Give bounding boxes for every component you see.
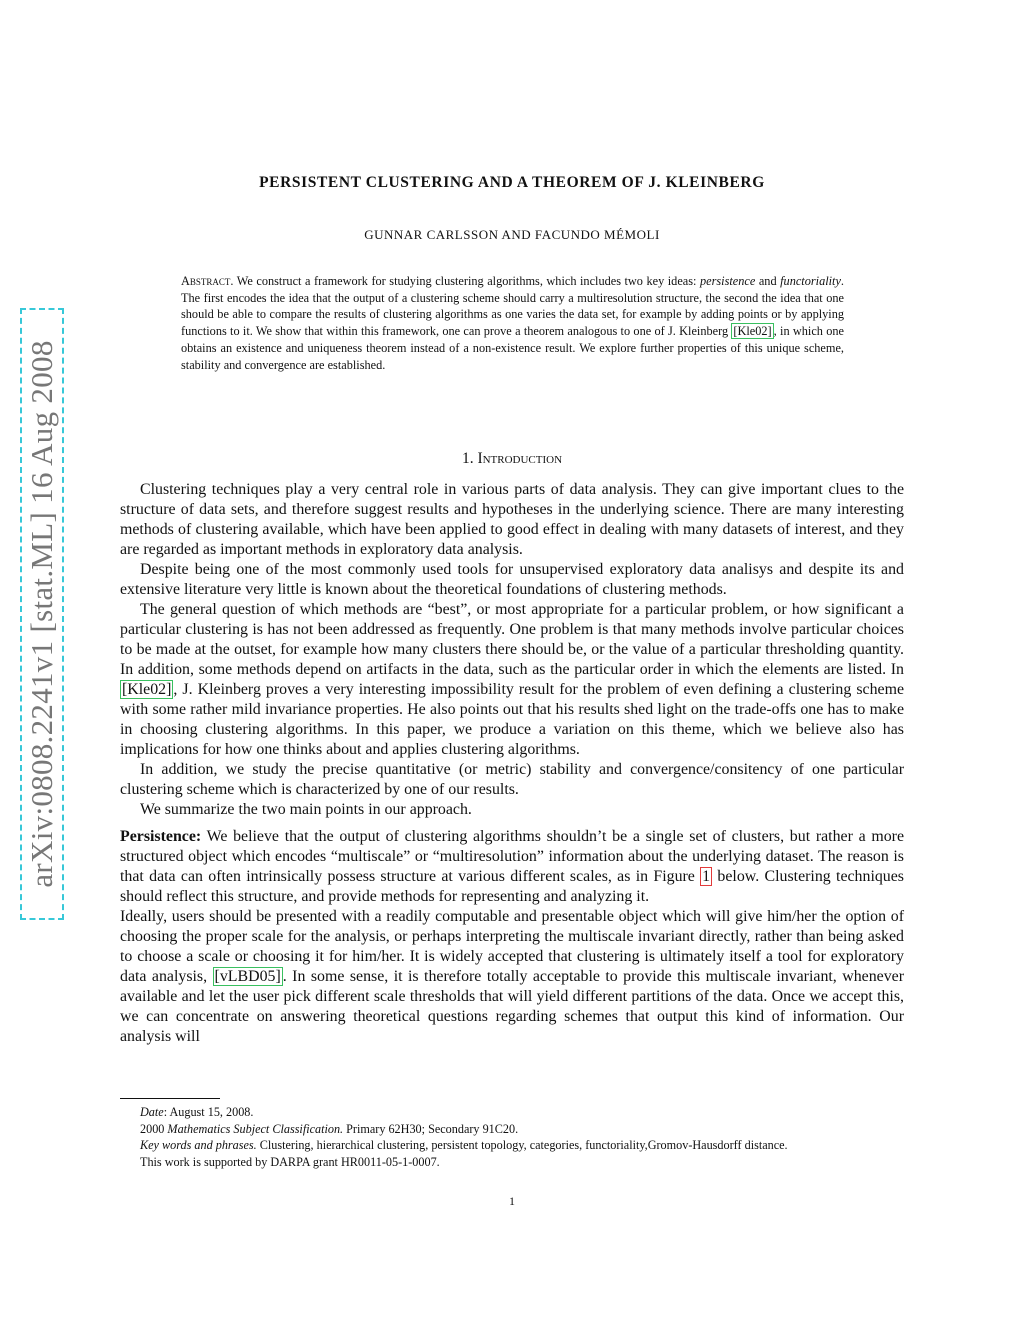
paragraph-text: The general question of which methods are “best”, or most appropriate for a particular problem, or how significant a particular clustering is has not been addressed as frequently. One problem is that many methods involve particular choices to be made at the outset, for example how many clusters there should be, or the value of a particular thresholding quantity. In addition, some methods depend on artifacts in the data, such as the particular order in which the elements are listed. In	[120, 601, 904, 678]
paragraph-text: . In some sense, it is therefore totally acceptable to provide this multiscale invariant, whenever available and let the user pick different scale thresholds that will yield different partitions of the data. Once we accept this, we can concentrate on answering theoretical questions regarding schemes that output this kind of information. Our analysis will	[120, 968, 904, 1045]
footnote-msc	[120, 1121, 904, 1138]
abstract-keyword-functoriality: functoriality	[780, 274, 841, 288]
abstract-text: , in which one obtains an existence and uniqueness theorem instead of a non-existence result. We explore further properties of this unique scheme, stability and convergence are established.	[181, 324, 844, 372]
footnote-keywords-label: Key words and phrases.	[140, 1138, 257, 1152]
citation-link-kle02[interactable]: [Kle02]	[122, 681, 172, 698]
arxiv-identifier-stamp[interactable]	[20, 308, 64, 920]
citation-link-vlbd05[interactable]: [vLBD05]	[214, 968, 281, 985]
section-heading	[120, 450, 904, 468]
abstract-label: Abstract.	[181, 274, 234, 288]
section-title: Introduction	[477, 450, 563, 467]
footnote-support: This work is supported by DARPA grant HR0011-05-1-0007.	[140, 1154, 440, 1169]
footnotes	[120, 1104, 904, 1170]
paper-authors: GUNNAR CARLSSON AND FACUNDO MÉMOLI	[364, 227, 660, 242]
abstract	[181, 273, 844, 373]
paragraph-text: Ideally, users should be presented with a readily computable and presentable object which will give him/her the option of choosing the proper scale for the analysis, or perhaps interpreting the multiscale invariant directly, rather than being asked to choose a scale or choosing it for him/her. It is widely accepted that clustering is ultimately itself a tool for exploratory data analysis,	[120, 908, 904, 985]
footnote-date-label: Date	[140, 1105, 164, 1119]
footnote-date-value: : August 15, 2008.	[163, 1105, 254, 1119]
persistence-label: Persistence:	[120, 828, 202, 845]
footnote-msc-label: Mathematics Subject Classification.	[167, 1121, 344, 1136]
citation-link-kle02[interactable]: [Kle02]	[733, 324, 772, 339]
footnote-keywords-value: Clustering, hierarchical clustering, persistent topology, categories, functoriality,Gromov-Hausdorff distance.	[256, 1138, 788, 1152]
figure-link-1[interactable]: 1	[702, 868, 711, 885]
footnote-msc-year: 2000	[140, 1121, 168, 1136]
paragraph-text: below. Clustering techniques should reflect this structure, and provide methods for representing and analyzing it.	[120, 868, 904, 905]
section-number: 1.	[461, 450, 474, 467]
paragraph	[120, 600, 904, 760]
paragraph-text: , J. Kleinberg proves a very interesting impossibility result for the problem of even defining a clustering scheme with some rather mild invariance properties. He also points out that his results shed light on the trade-offs one has to make in choosing clustering algorithms. In this paper, we produce a variation on this theme, which we believe also has implications for how one thinks about and applies clustering algorithms.	[120, 681, 904, 758]
paragraph: Despite being one of the most commonly used tools for unsupervised exploratory data analisys and despite its and extensive literature very little is known about the theoretical foundations of clustering methods.	[120, 561, 904, 598]
footnote-date	[120, 1104, 904, 1121]
paragraph: We summarize the two main points in our approach.	[140, 801, 472, 818]
footnote-msc-value: Primary 62H30; Secondary 91C20.	[343, 1121, 519, 1136]
body-text	[120, 480, 904, 1047]
paragraph	[120, 907, 904, 1047]
arxiv-identifier: arXiv:0808.2241v1 [stat.ML] 16 Aug 2008	[24, 340, 59, 888]
footnote-rule	[120, 1098, 220, 1099]
abstract-keyword-persistence: persistence	[699, 274, 756, 288]
abstract-text: and	[755, 274, 781, 288]
footnote-keywords	[120, 1137, 904, 1154]
paragraph: Clustering techniques play a very central role in various parts of data analysis. They can give important clues to the structure of data sets, and therefore suggest results and hypotheses in the underlying science. There are many interesting methods of clustering available, which have been applied to good effect in dealing with many datasets of interest, and they are regarded as important methods in exploratory data analysis.	[120, 481, 904, 558]
abstract-text: . The first encodes the idea that the output of a clustering scheme should carry a multiresolution structure, the second the idea that one should be able to compare the results of clustering algorithms as one varies the data set, for example by adding points or by applying functions to it. We show that within this framework, one can prove a theorem analogous to one of J. Kleinberg	[181, 274, 844, 339]
paragraph: In addition, we study the precise quantitative (or metric) stability and convergence/consitency of one particular clustering scheme which is characterized by one of our results.	[120, 761, 904, 798]
abstract-text: We construct a framework for studying clustering algorithms, which includes two key ideas:	[233, 274, 700, 288]
page-number: 1	[509, 1194, 515, 1208]
paragraph-persistence	[120, 827, 904, 907]
paper-title: PERSISTENT CLUSTERING AND A THEOREM OF J. KLEINBERG	[259, 174, 765, 191]
paragraph-text: We believe that the output of clustering algorithms shouldn’t be a single set of clusters, but rather a more structured object which encodes “multiscale” or “multiresolution” information about the underlying dataset. The reason is that data can often intrinsically possess structure at various different scales, as in Figure	[120, 828, 904, 885]
